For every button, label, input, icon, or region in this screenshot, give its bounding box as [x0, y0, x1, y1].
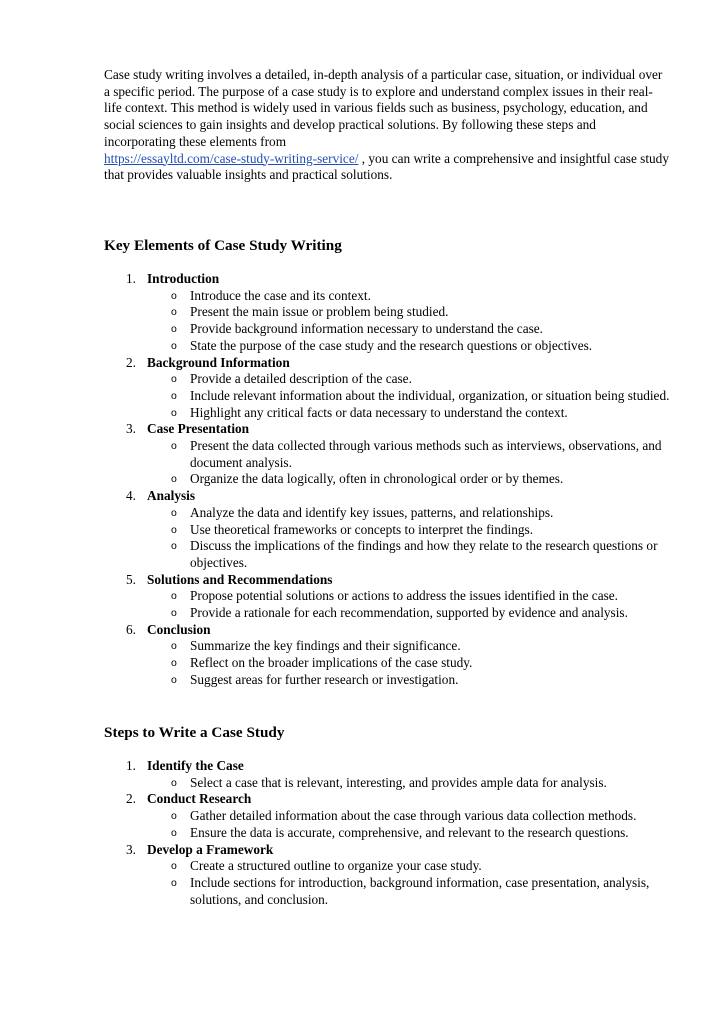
item-number: 2. — [126, 354, 136, 370]
bullet-icon: o — [171, 657, 177, 670]
sub-item-text: Provide background information necessary to understand the case. — [190, 321, 543, 337]
list-item — [104, 842, 680, 909]
item-title: Introduction — [147, 271, 220, 286]
sub-item-text: Include sections for introduction, background information, case presentation, analysis, solutions, and conclusion. — [190, 874, 650, 907]
sub-list — [147, 288, 680, 355]
sub-list — [147, 638, 680, 688]
section-heading-steps: Steps to Write a Case Study — [104, 724, 285, 741]
bullet-icon: o — [171, 523, 177, 536]
bullet-icon: o — [171, 673, 177, 686]
bullet-icon: o — [171, 406, 177, 419]
bullet-icon: o — [171, 590, 177, 603]
list-item — [104, 421, 680, 488]
sub-item-text: Gather detailed information about the case through various data collection methods. — [190, 808, 637, 824]
sub-item-text: Present the main issue or problem being studied. — [190, 304, 449, 320]
key-elements-list — [104, 271, 680, 689]
sub-list-item — [147, 471, 680, 488]
sub-item-text: Reflect on the broader implications of the case study. — [190, 655, 473, 671]
bullet-icon: o — [171, 506, 177, 519]
sub-list — [147, 505, 680, 572]
sub-list-item — [147, 825, 680, 842]
sub-list-item — [147, 588, 680, 605]
list-item — [104, 488, 680, 572]
bullet-icon: o — [171, 389, 177, 402]
sub-item-text: Provide a rationale for each recommendation, supported by evidence and analysis. — [190, 605, 628, 621]
bullet-icon: o — [171, 860, 177, 873]
item-title: Background Information — [147, 354, 290, 370]
bullet-icon: o — [171, 289, 177, 302]
sub-list-item — [147, 505, 680, 522]
sub-item-text: Organize the data logically, often in chronological order or by themes. — [190, 471, 564, 487]
item-title: Conclusion — [147, 621, 211, 637]
list-item — [104, 572, 680, 622]
bullet-icon: o — [171, 810, 177, 823]
sub-item-text: Provide a detailed description of the case. — [190, 371, 412, 387]
sub-item-text: Present the data collected through various methods such as interviews, observations, and document analysis. — [190, 438, 662, 470]
sub-list-item — [147, 775, 680, 792]
sub-item-text: Highlight any critical facts or data necessary to understand the context. — [190, 404, 568, 420]
sub-list-item — [147, 288, 680, 305]
sub-list-item — [147, 605, 680, 622]
sub-item-text: Create a structured outline to organize your case study. — [190, 858, 482, 874]
item-number: 1. — [126, 758, 136, 773]
sub-list-item — [147, 655, 680, 672]
intro-text: Case study writing involves a detailed, in-depth analysis of a particular case, situation, or individual over a specific period. The purpose of a case study is to explore and understand complex issues in their real-life context. This method is widely used in various fields such as business, psychology, education, and social sciences to gain insights and develop practical solutions. By following these steps and incorporating these elements from — [104, 67, 663, 149]
sub-list-item — [147, 858, 680, 875]
bullet-icon: o — [171, 607, 177, 620]
sub-item-text: Use theoretical frameworks or concepts to interpret the findings. — [190, 521, 534, 537]
sub-list-item — [147, 338, 680, 355]
bullet-icon: o — [171, 440, 177, 453]
sub-list — [147, 858, 680, 908]
sub-list-item — [147, 388, 680, 405]
sub-list-item — [147, 321, 680, 338]
bullet-icon: o — [171, 323, 177, 336]
sub-list — [147, 808, 680, 841]
sub-list-item — [147, 304, 680, 321]
list-item — [104, 355, 680, 422]
sub-item-text: Ensure the data is accurate, comprehensive, and relevant to the research questions. — [190, 824, 629, 840]
item-title: Develop a Framework — [147, 841, 274, 857]
sub-item-text: Discuss the implications of the findings and how they relate to the research questions or objectives. — [190, 538, 658, 570]
item-title: Identify the Case — [147, 758, 244, 773]
sub-item-text: Analyze the data and identify key issues, patterns, and relationships. — [190, 504, 554, 520]
list-item — [104, 622, 680, 689]
list-item — [104, 758, 680, 791]
sub-list — [147, 775, 680, 792]
item-number: 4. — [126, 488, 136, 504]
sub-item-text: State the purpose of the case study and the research questions or objectives. — [190, 337, 593, 353]
bullet-icon: o — [171, 306, 177, 319]
bullet-icon: o — [171, 826, 177, 839]
sub-list-item — [147, 672, 680, 689]
sub-list-item — [147, 538, 680, 571]
bullet-icon: o — [171, 339, 177, 352]
bullet-icon: o — [171, 776, 177, 789]
bullet-icon: o — [171, 876, 177, 889]
list-item — [104, 271, 680, 355]
sub-list — [147, 438, 680, 488]
sub-item-text: Introduce the case and its context. — [190, 287, 371, 303]
sub-list-item — [147, 808, 680, 825]
sub-list — [147, 371, 680, 421]
item-number: 3. — [126, 421, 136, 437]
item-number: 5. — [126, 571, 136, 587]
sub-item-text: Suggest areas for further research or investigation. — [190, 671, 459, 687]
sub-list — [147, 588, 680, 621]
item-number: 6. — [126, 621, 136, 637]
item-number: 2. — [126, 791, 136, 807]
item-number: 1. — [126, 271, 136, 286]
item-title: Analysis — [147, 488, 196, 504]
intro-text-continued: , you can write a comprehensive and insightful case study that provides valuable insights and practical solutions. — [104, 150, 669, 183]
sub-list-item — [147, 438, 680, 471]
item-number: 3. — [126, 841, 136, 857]
bullet-icon: o — [171, 473, 177, 486]
intro-paragraph — [104, 67, 670, 184]
item-title: Case Presentation — [147, 421, 250, 437]
service-link[interactable]: https://essayltd.com/case-study-writing-service/ — [104, 150, 359, 166]
bullet-icon: o — [171, 540, 177, 553]
list-item — [104, 791, 680, 841]
sub-item-text: Include relevant information about the individual, organization, or situation being studied. — [190, 387, 670, 403]
item-title: Solutions and Recommendations — [147, 571, 333, 587]
bullet-icon: o — [171, 640, 177, 653]
sub-item-text: Select a case that is relevant, interesting, and provides ample data for analysis. — [190, 774, 607, 790]
bullet-icon: o — [171, 373, 177, 386]
sub-list-item — [147, 638, 680, 655]
sub-list-item — [147, 522, 680, 539]
item-title: Conduct Research — [147, 791, 252, 807]
sub-item-text: Summarize the key findings and their significance. — [190, 638, 461, 654]
sub-list-item — [147, 875, 680, 908]
section-heading-key-elements: Key Elements of Case Study Writing — [104, 237, 342, 254]
sub-item-text: Propose potential solutions or actions to address the issues identified in the case. — [190, 588, 619, 604]
sub-list-item — [147, 405, 680, 422]
steps-list — [104, 758, 680, 908]
sub-list-item — [147, 371, 680, 388]
